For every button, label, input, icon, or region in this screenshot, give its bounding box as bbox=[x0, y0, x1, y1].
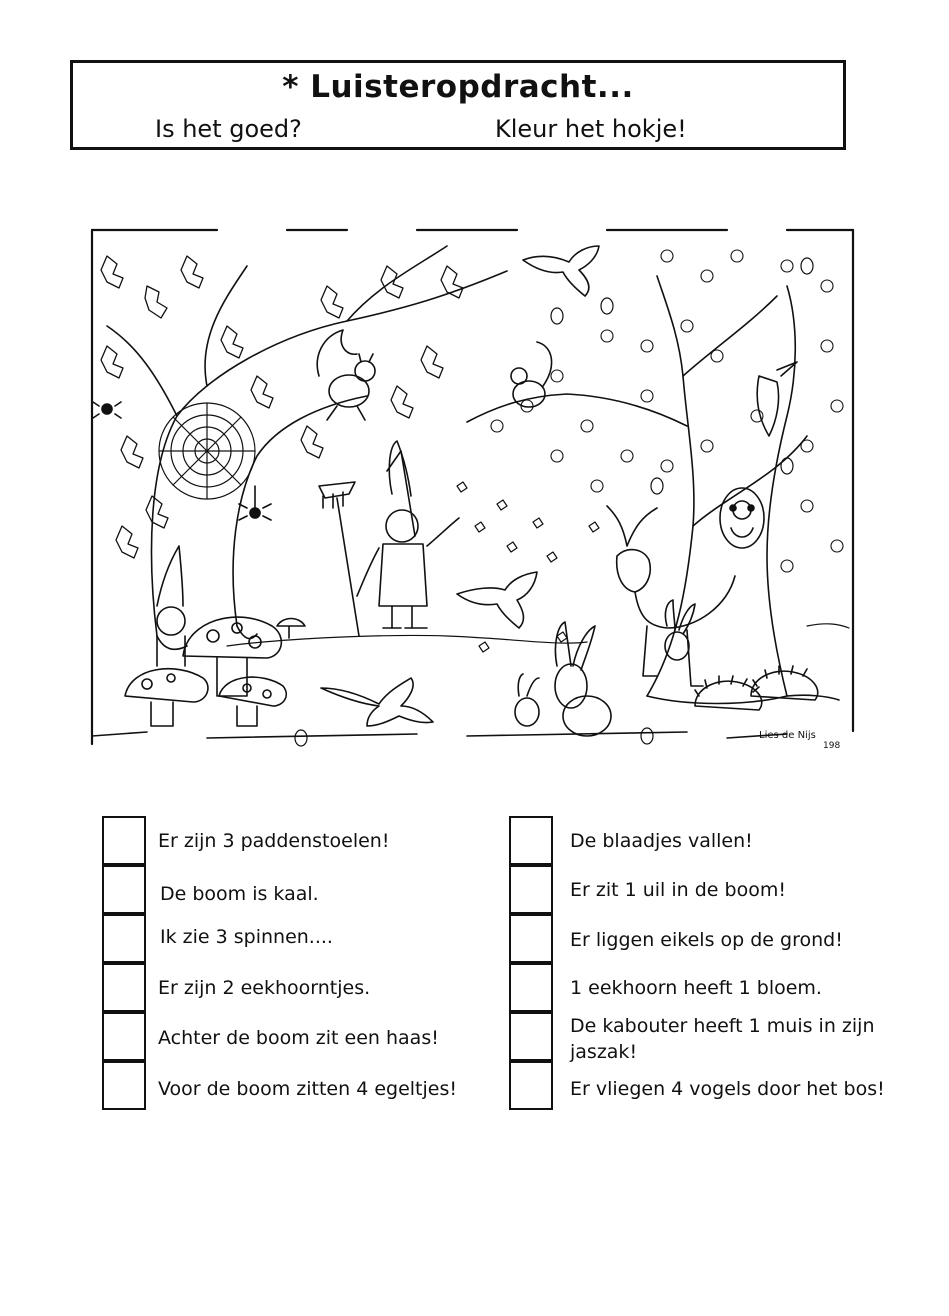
acorns bbox=[295, 258, 813, 746]
statement-right-5: De kabouter heeft 1 muis in zijn jaszak! bbox=[570, 1015, 875, 1063]
checkbox-left-1[interactable] bbox=[102, 816, 146, 865]
hares bbox=[515, 600, 695, 736]
spiders bbox=[93, 402, 271, 520]
statement-left-6: Voor de boom zitten 4 egeltjes! bbox=[158, 1078, 457, 1100]
mushrooms bbox=[125, 617, 305, 726]
checkbox-right-5[interactable] bbox=[509, 1012, 553, 1061]
checkbox-right-4[interactable] bbox=[509, 963, 553, 1012]
statement-left-1: Er zijn 3 paddenstoelen! bbox=[158, 830, 390, 852]
statement-right-4: 1 eekhoorn heeft 1 bloem. bbox=[570, 977, 822, 999]
statement-right-2: Er zit 1 uil in de boom! bbox=[570, 879, 786, 901]
holly-leaves bbox=[101, 256, 463, 558]
forest-illustration bbox=[87, 226, 855, 756]
statement-right-6: Er vliegen 4 vogels door het bos! bbox=[570, 1078, 885, 1100]
checkbox-right-1[interactable] bbox=[509, 816, 553, 865]
checkbox-right-2[interactable] bbox=[509, 865, 553, 914]
gnome-rake bbox=[319, 441, 459, 636]
statement-left-2: De boom is kaal. bbox=[160, 883, 319, 905]
checkbox-right-3[interactable] bbox=[509, 914, 553, 963]
checkbox-right-6[interactable] bbox=[509, 1061, 553, 1110]
page-title: * Luisteropdracht... bbox=[282, 69, 634, 105]
header-box bbox=[70, 60, 846, 150]
left-tree bbox=[107, 246, 507, 649]
checkbox-left-5[interactable] bbox=[102, 1012, 146, 1061]
checkbox-left-2[interactable] bbox=[102, 865, 146, 914]
falling-leaves bbox=[457, 482, 599, 652]
checkbox-left-6[interactable] bbox=[102, 1061, 146, 1110]
illustration-year: 198 bbox=[823, 741, 841, 751]
statement-right-1: De blaadjes vallen! bbox=[570, 830, 753, 852]
statement-left-5: Achter de boom zit een haas! bbox=[158, 1027, 439, 1049]
squirrel-right bbox=[511, 342, 552, 407]
statement-left-4: Er zijn 2 eekhoorntjes. bbox=[158, 977, 371, 999]
illustration-signature: Lies de Nijs bbox=[759, 730, 816, 741]
statement-left-3: Ik zie 3 spinnen.... bbox=[160, 926, 333, 948]
statement-right-3: Er liggen eikels op de grond! bbox=[570, 929, 843, 951]
spider-web bbox=[159, 403, 255, 499]
right-tree bbox=[467, 276, 839, 704]
instruction-text: Kleur het hokje! bbox=[495, 115, 687, 143]
checkbox-left-4[interactable] bbox=[102, 963, 146, 1012]
question-text: Is het goed? bbox=[155, 115, 302, 143]
checkbox-left-3[interactable] bbox=[102, 914, 146, 963]
